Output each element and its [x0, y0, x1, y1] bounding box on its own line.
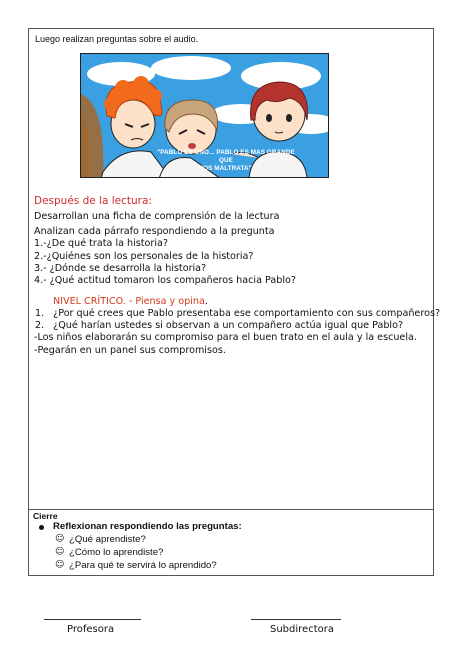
cierre-label: Cierre — [33, 511, 58, 521]
signature-subdirectora: Subdirectora — [270, 624, 334, 635]
intro-text: Luego realizan preguntas sobre el audio. — [35, 34, 199, 44]
after-reading-heading: Después de la lectura: — [34, 195, 152, 207]
panel-text: -Pegarán en un panel sus compromisos. — [34, 345, 226, 356]
after-reading-line1: Desarrollan una ficha de comprensión de la lectura — [34, 211, 280, 222]
signature-line-left — [44, 619, 141, 620]
question-item: 3.- ¿Dónde se desarrolla la historia? — [34, 263, 207, 274]
after-reading-line2: Analizan cada párrafo respondiendo a la pregunta — [34, 226, 275, 237]
question-item: 2.-¿Quiénes son los personales de la historia? — [34, 251, 254, 262]
closing-question: ¿Cómo lo aprendiste? — [69, 547, 164, 558]
smiley-icon: ☺ — [55, 560, 65, 570]
story-illustration — [80, 53, 329, 178]
question-item: 4.- ¿Qué actitud tomaron los compañeros hacia Pablo? — [34, 275, 296, 286]
signature-line-right — [251, 619, 341, 620]
closing-question: ¿Qué aprendiste? — [69, 534, 146, 545]
signature-profesora: Profesora — [67, 624, 115, 635]
smiley-icon: ☺ — [55, 547, 65, 557]
closing-bullet-text: Reflexionan respondiendo las preguntas: — [53, 521, 242, 532]
critical-item-2: 2. ¿Qué harían ustedes si observan a un compañero actúa igual que Pablo? — [35, 320, 404, 331]
cierre-divider — [29, 509, 433, 510]
critical-heading: NIVEL CRÍTICO. - Piensa y opina. — [53, 296, 208, 307]
smiley-icon: ☺ — [55, 534, 65, 544]
question-item: 1.-¿De qué trata la historia? — [34, 238, 168, 249]
closing-question: ¿Para qué te servirá lo aprendido? — [69, 560, 217, 571]
lesson-frame — [28, 28, 441, 576]
commitment-text: -Los niños elaborarán su compromiso para el buen trato en el aula y la escuela. — [34, 332, 417, 343]
bullet-icon — [39, 525, 44, 530]
illustration-caption: "PABLO ES UNO... PABLO ES MAS GRANDE QUE NOS MALTRATA". — [157, 149, 295, 172]
critical-item-1: 1. ¿Por qué crees que Pablo presentaba ese comportamiento con sus compañeros? — [35, 308, 441, 319]
